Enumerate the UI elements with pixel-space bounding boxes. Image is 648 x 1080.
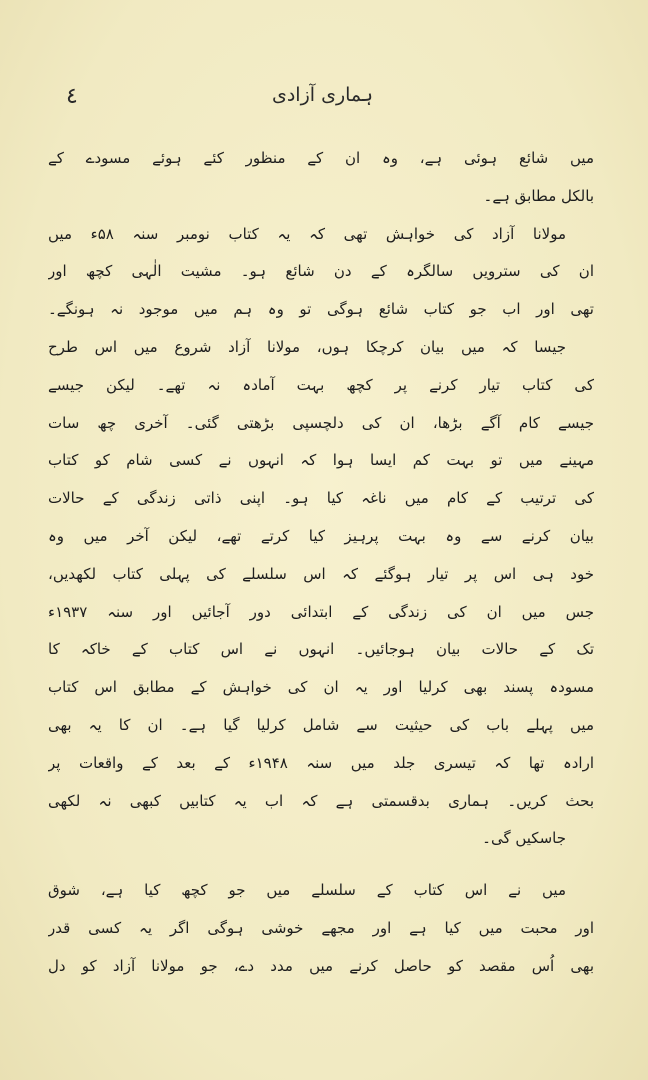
text-line: جیسے کام آگے بڑھا، ان کی دلچسپی بڑھتی گئی۔ آخری چھ سات bbox=[48, 413, 594, 432]
text-line: میں پہلے باب کی حیثیت سے شامل کرلیا گیا ہے۔ ان کا یہ بھی bbox=[48, 715, 594, 734]
text-line: اور محبت میں کیا ہے اور مجھے خوشی ہوگی اگر یہ کسی قدر bbox=[48, 918, 594, 937]
paragraph bbox=[48, 872, 594, 985]
text-line: جاسکیں گی۔ bbox=[482, 829, 566, 848]
text-line: خود ہی اس پر تیار ہوگئے کہ اس سلسلے کی پہلی کتاب لکھدیں، bbox=[48, 564, 594, 583]
paragraph bbox=[48, 140, 594, 216]
paragraph-gap bbox=[48, 858, 594, 872]
text-line: مولانا آزاد کی خواہش تھی کہ یہ کتاب نومبر سنہ ۵۸ء میں bbox=[48, 224, 566, 243]
body-text bbox=[48, 140, 594, 986]
page-header bbox=[60, 84, 585, 124]
text-line: میں نے اس کتاب کے سلسلے میں جو کچھ کیا ہے، شوق bbox=[48, 881, 566, 900]
text-line: ارادہ تھا کہ تیسری جلد میں سنہ ۱۹۴۸ء کے بعد کے واقعات پر bbox=[48, 753, 594, 772]
text-line: کی ترتیب کے کام میں ناغہ کیا ہو۔ اپنی ذاتی زندگی کے حالات bbox=[48, 489, 594, 508]
text-line: بحث کریں۔ ہماری بدقسمتی ہے کہ اب یہ کتابیں کبھی نہ لکھی bbox=[48, 791, 594, 810]
text-line: بالکل مطابق ہے۔ bbox=[483, 186, 594, 205]
page-number: ٤ bbox=[66, 84, 78, 109]
text-line: جیسا کہ میں بیان کرچکا ہوں، مولانا آزاد شروع میں اس طرح bbox=[48, 337, 566, 356]
text-line: تھی اور اب جو کتاب شائع ہوگی تو وہ ہم میں موجود نہ ہونگے۔ bbox=[48, 300, 594, 319]
text-line: ان کی سترویں سالگرہ کے دن شائع ہو۔ مشیت الٰہی کچھ اور bbox=[48, 262, 594, 281]
text-line: کی کتاب تیار کرنے پر کچھ بہت آمادہ نہ تھے۔ لیکن جیسے bbox=[48, 375, 594, 394]
text-line: جس میں ان کی زندگی کے ابتدائی دور آجائیں اور سنہ ۱۹۳۷ء bbox=[48, 602, 594, 621]
running-title: ہماری آزادی bbox=[271, 84, 374, 106]
text-line: مہینے میں تو بہت کم ایسا ہوا کہ انہوں نے کسی شام کو کتاب bbox=[48, 451, 594, 470]
paragraph bbox=[48, 216, 594, 329]
text-line: میں شائع ہوئی ہے، وہ ان کے منظور کئے ہوئے مسودے کے bbox=[48, 149, 594, 167]
text-line: بیان کرنے سے وہ بہت پرہیز کیا کرتے تھے، لیکن آخر میں وہ bbox=[48, 526, 594, 545]
text-line: بھی اُس مقصد کو حاصل کرنے میں مدد دے، جو مولانا آزاد کو دل bbox=[48, 956, 594, 975]
text-line: تک کے حالات بیان ہوجائیں۔ انہوں نے اس کتاب کے خاکہ کا bbox=[48, 640, 594, 659]
paragraph bbox=[48, 329, 594, 858]
text-line: مسودہ پسند بھی کرلیا اور یہ ان کی خواہش کے مطابق اس کتاب bbox=[48, 678, 594, 697]
